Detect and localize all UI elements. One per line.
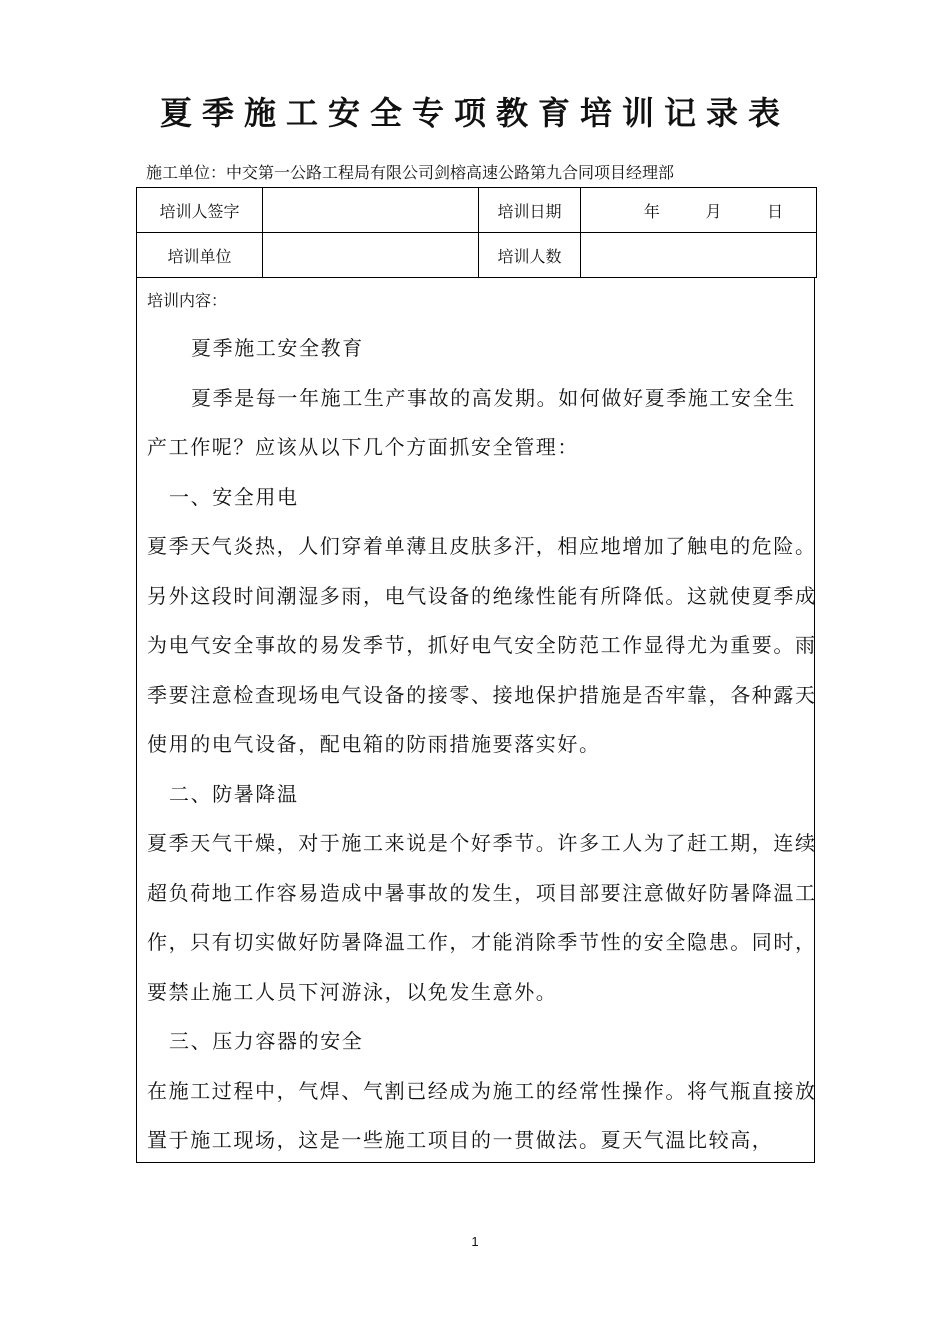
content-intro: 夏季是每一年施工生产事故的高发期。如何做好夏季施工安全生产工作呢？应该从以下几个方面抓安全管理： — [147, 385, 796, 459]
trainee-count-field[interactable] — [581, 233, 817, 278]
date-year-label: 年 — [643, 201, 660, 221]
table-row — [137, 188, 817, 233]
trainee-count-label: 培训人数 — [479, 233, 581, 278]
training-content-text — [147, 324, 817, 1166]
training-date-label: 培训日期 — [479, 188, 581, 233]
table-row — [137, 233, 817, 278]
section-body-heatstroke: 夏季天气干燥，对于施工来说是个好季节。许多工人为了赶工期，连续超负荷地工作容易造成中暑事故的发生，项目部要注意做好防暑降温工作，只有切实做好防暑降温工作，才能消除季节性的安全隐患。同时，要禁止施工人员下河游泳，以免发生意外。 — [147, 831, 817, 1004]
trainer-signature-field[interactable] — [263, 188, 479, 233]
training-unit-field[interactable] — [263, 233, 479, 278]
document-title: 夏季施工安全专项教育培训记录表 — [159, 94, 790, 132]
content-subtitle: 夏季施工安全教育 — [191, 336, 364, 360]
section-body-electricity: 夏季天气炎热，人们穿着单薄且皮肤多汗，相应地增加了触电的危险。另外这段时间潮湿多雨，电气设备的绝缘性能有所降低。这就使夏季成为电气安全事故的易发季节，抓好电气安全防范工作显得尤为重要。雨季要注意检查现场电气设备的接零、接地保护措施是否牢靠，各种露天使用的电气设备，配电箱的防雨措施要落实好。 — [147, 534, 817, 756]
section-heading-pressure-vessel: 三、压力容器的安全 — [169, 1029, 364, 1053]
section-heading-electricity: 一、安全用电 — [169, 484, 299, 509]
date-day-label: 日 — [767, 201, 784, 221]
page-number: 1 — [471, 1234, 479, 1249]
date-month-label: 月 — [705, 201, 722, 221]
trainer-signature-label: 培训人签字 — [137, 188, 263, 233]
construction-unit-line: 施工单位：中交第一公路工程局有限公司剑榕高速公路第九合同项目经理部 — [146, 163, 675, 182]
training-content-label: 培训内容： — [147, 291, 228, 310]
training-info-table — [136, 187, 817, 278]
training-date-field[interactable] — [581, 188, 817, 233]
training-unit-label: 培训单位 — [137, 233, 263, 278]
training-content-box — [136, 278, 815, 1163]
section-body-pressure-vessel: 在施工过程中，气焊、气割已经成为施工的经常性操作。将气瓶直接放置于施工现场，这是一些施工项目的一贯做法。夏天气温比较高， — [147, 1078, 817, 1152]
section-heading-heatstroke: 二、防暑降温 — [169, 781, 299, 806]
